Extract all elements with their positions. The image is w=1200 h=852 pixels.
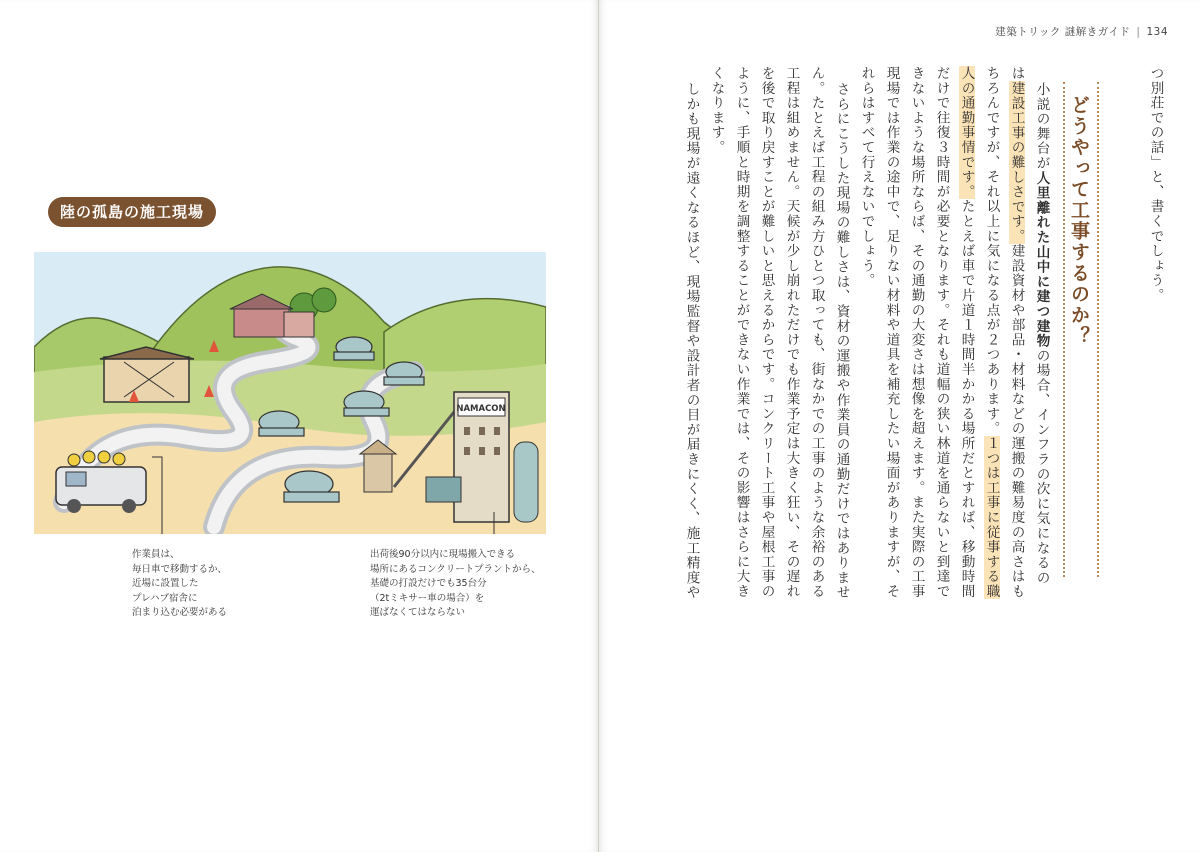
text-column: さらにこうした現場の難しさは、資材の運搬や作業員の通勤だけではありませ xyxy=(833,82,850,600)
plant-sign: NAMACON xyxy=(456,404,506,414)
text-column: つ別荘での話」と、書くでしょう。 xyxy=(1147,66,1164,303)
highlight-text: 建設工事の難しさです。 xyxy=(1008,80,1025,244)
heading-rule-right xyxy=(1097,82,1099,577)
text-column: くなります。 xyxy=(708,66,725,155)
callout-workers: 作業員は、 毎日車で移動するか、 近場に設置した プレハブ宿舎に 泊まり込む必要がある xyxy=(132,549,228,618)
heading-rule-left xyxy=(1063,82,1065,577)
highlight-text: １つは工事に従事する職 xyxy=(983,436,1000,599)
text-column: 工程は組めません。天候が少し崩れただけでも作業予定は大きく狂い、その遅れ xyxy=(783,66,800,599)
book-title: 建築トリック 謎解きガイド xyxy=(995,26,1131,38)
section-heading: どうやって工事するのか？ xyxy=(1068,95,1090,347)
text-column: を後で取り戻すことが難しいと思えるからです。コンクリート工事や屋根工事の xyxy=(758,66,775,599)
running-head: 建築トリック 謎解きガイド | 134 xyxy=(995,26,1168,38)
emphasis-text: 人里離れた山中に建つ建物 xyxy=(1033,170,1050,349)
text-column: ん。たとえば工程の組み方ひとつ取っても、街なかでの工事のような余裕のある xyxy=(808,66,825,599)
left-page xyxy=(0,0,599,852)
text-column: しかも現場が遠くなるほど、現場監督や設計者の目が届きにくく、施工精度や xyxy=(683,82,700,600)
text-column: ちろんですが、それ以上に気になる点が２つあります。１つは工事に従事する職 xyxy=(983,66,1000,599)
text-column: ように、手順と時期を調整することができない作業では、その影響はさらに大き xyxy=(733,66,750,599)
callout-concrete-plant: 出荷後90分以内に現場搬入できる 場所にあるコンクリートプラントから、 基礎の打設だけでも35台分 （2tミキサー車の場合）を 運ばなくてはならない xyxy=(370,549,541,618)
highlight-text: 人の通勤事情です。 xyxy=(958,66,975,200)
text-column: だけで往復３時間が必要となります。それも道幅の狭い林道を通らないと到達で xyxy=(933,66,950,599)
right-page xyxy=(599,0,1200,852)
text-column: れらはすべて行えないでしょう。 xyxy=(858,66,875,288)
text-column: 現場では作業の途中で、足りない材料や道具を補充したい場面がありますが、そ xyxy=(883,66,900,599)
text-column: は建設工事の難しさです。建設資材や部品・材料などの運搬の難易度の高さはも xyxy=(1008,66,1025,599)
construction-site-illustration xyxy=(34,252,546,534)
text-column: 小説の舞台が人里離れた山中に建つ建物の場合、インフラの次に気になるの xyxy=(1033,82,1050,586)
page-number: 134 xyxy=(1146,26,1168,38)
section-title: 陸の孤島の施工現場 xyxy=(48,197,216,227)
text-column: きないような場所ならば、その通勤の大変さは想像を超えます。また実際の工事 xyxy=(908,66,925,599)
text-column: 人の通勤事情です。たとえば車で片道１時間半かかる場所だとすれば、移動時間 xyxy=(958,66,975,599)
